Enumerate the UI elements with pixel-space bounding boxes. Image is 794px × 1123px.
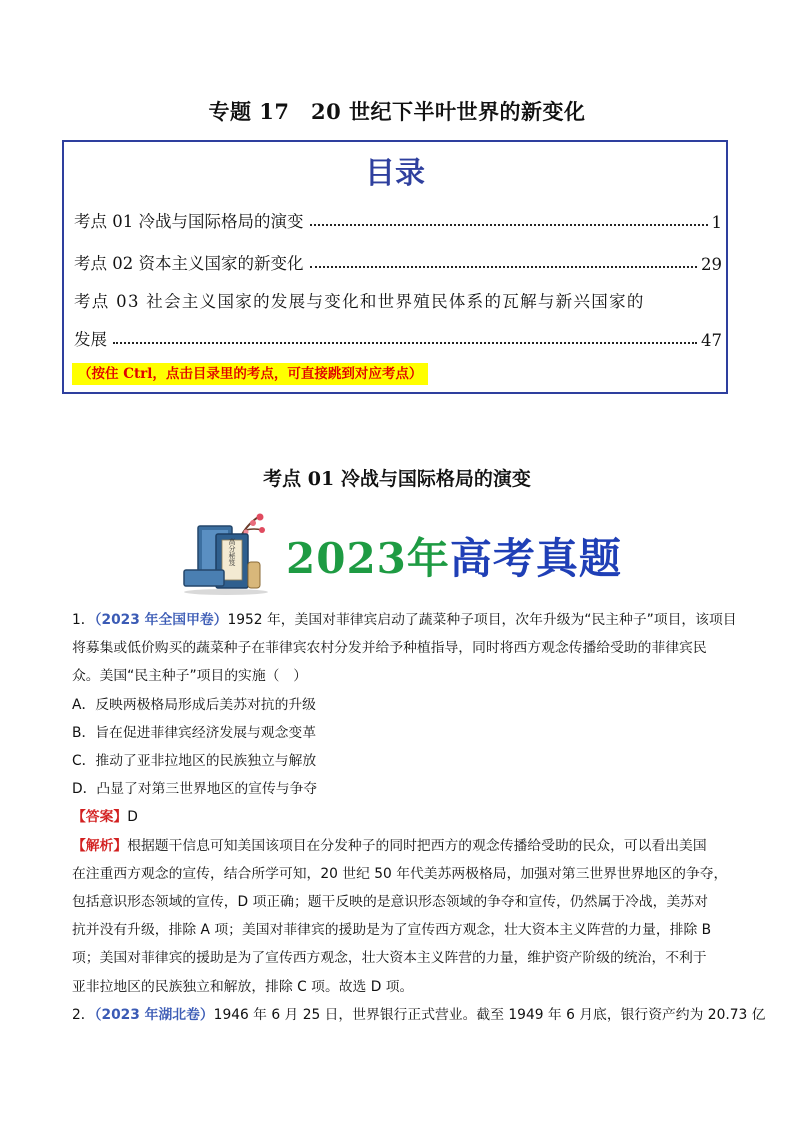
toc-item-page: 29 xyxy=(701,255,722,274)
question-stem-line: 将募集或低价购买的蔬菜种子在菲律宾农村分发并给予种植指导，同时将西方观念传播给受助的菲律宾民 xyxy=(72,640,707,657)
toc-item-page: 47 xyxy=(701,331,722,350)
question-number: 2． xyxy=(72,1006,95,1023)
toc-item-label: 考点 01 冷战与国际格局的演变 xyxy=(74,212,304,231)
banner-year: 2023年 xyxy=(286,534,450,583)
option-a: A．反映两极格局形成后美苏对抗的升级 xyxy=(72,696,316,713)
question-stem-line xyxy=(72,606,737,634)
answer-value: D xyxy=(127,809,138,826)
question-2-stem-line xyxy=(72,1001,766,1029)
toc-item-label: 发展 xyxy=(74,330,107,349)
option-c: C．推动了亚非拉地区的民族独立与解放 xyxy=(72,753,317,770)
analysis-tag: 【解析】 xyxy=(72,837,128,854)
document-title: 专题 17 20 世纪下半叶世界的新变化 xyxy=(208,99,586,124)
answer-line xyxy=(72,803,732,831)
analysis-line: 抗并没有升级，排除 A 项；美国对菲律宾的援助是为了宣传西方观念，壮大资本主义阵营的力量，排除 B xyxy=(72,922,712,939)
book-label: 高分秘笈 xyxy=(228,538,236,566)
section-title: 考点 01 冷战与国际格局的演变 xyxy=(263,468,531,490)
option-b: B．旨在促进菲律宾经济发展与观念变革 xyxy=(72,724,317,741)
toc-heading: 目录 xyxy=(365,156,425,191)
toc-leader-dots xyxy=(113,341,697,344)
toc-item-page: 1 xyxy=(711,213,722,232)
analysis-line: 在注重西方观念的宣传，结合所学可知，20 世纪 50 年代美苏两极格局，加强对第三世界世界地区的争夺， xyxy=(72,865,728,882)
toc-item-03[interactable] xyxy=(74,324,722,350)
toc-item-01[interactable] xyxy=(74,206,722,232)
question-source: （2023 年湖北卷） xyxy=(94,1006,214,1023)
exam-banner xyxy=(176,516,636,596)
book-stack-icon xyxy=(176,512,276,596)
analysis-line: 项；美国对菲律宾的援助是为了宣传西方观念，壮大资本主义阵营的力量，维护资产阶级的统治，不利于 xyxy=(72,950,707,967)
toc-item-02[interactable] xyxy=(74,248,722,274)
analysis-line xyxy=(72,832,732,860)
question-stem-line: 众。美国“民主种子”项目的实施（ ） xyxy=(72,668,308,685)
question-1 xyxy=(72,606,766,1029)
toc-ctrl-hint: （按住 Ctrl，点击目录里的考点，可直接跳到对应考点） xyxy=(72,363,428,385)
toc-item-label: 考点 02 资本主义国家的新变化 xyxy=(74,254,304,273)
banner-label: 高考真题 xyxy=(449,534,622,583)
toc-leader-dots xyxy=(310,265,698,268)
answer-tag: 【答案】 xyxy=(72,809,128,826)
question-text: 1946 年 6 月 25 日，世界银行正式营业。截至 1949 年 6 月底，银行资产约为 20.73 亿 xyxy=(213,1006,766,1023)
banner-title xyxy=(286,526,622,586)
question-number: 1． xyxy=(72,612,95,628)
toc-leader-dots xyxy=(310,223,708,226)
question-source: （2023 年全国甲卷） xyxy=(94,612,228,628)
analysis-text: 根据题干信息可知美国该项目在分发种子的同时把西方的观念传播给受助的民众，可以看出美国 xyxy=(127,837,707,854)
option-d: D．凸显了对第三世界地区的宣传与争夺 xyxy=(72,781,318,798)
analysis-line: 包括意识形态领域的宣传，D 项正确；题干反映的是意识形态领域的争夺和宣传，仍然属于冷战，美苏对 xyxy=(72,894,708,911)
toc-item-03-line1[interactable]: 考点 03 社会主义国家的发展与变化和世界殖民体系的瓦解与新兴国家的 xyxy=(74,292,645,311)
question-text: 1952 年，美国对菲律宾启动了蔬菜种子项目，次年升级为“民主种子”项目，该项目 xyxy=(227,612,737,628)
analysis-line: 亚非拉地区的民族独立和解放，排除 C 项。故选 D 项。 xyxy=(72,978,414,995)
table-of-contents xyxy=(62,140,728,394)
